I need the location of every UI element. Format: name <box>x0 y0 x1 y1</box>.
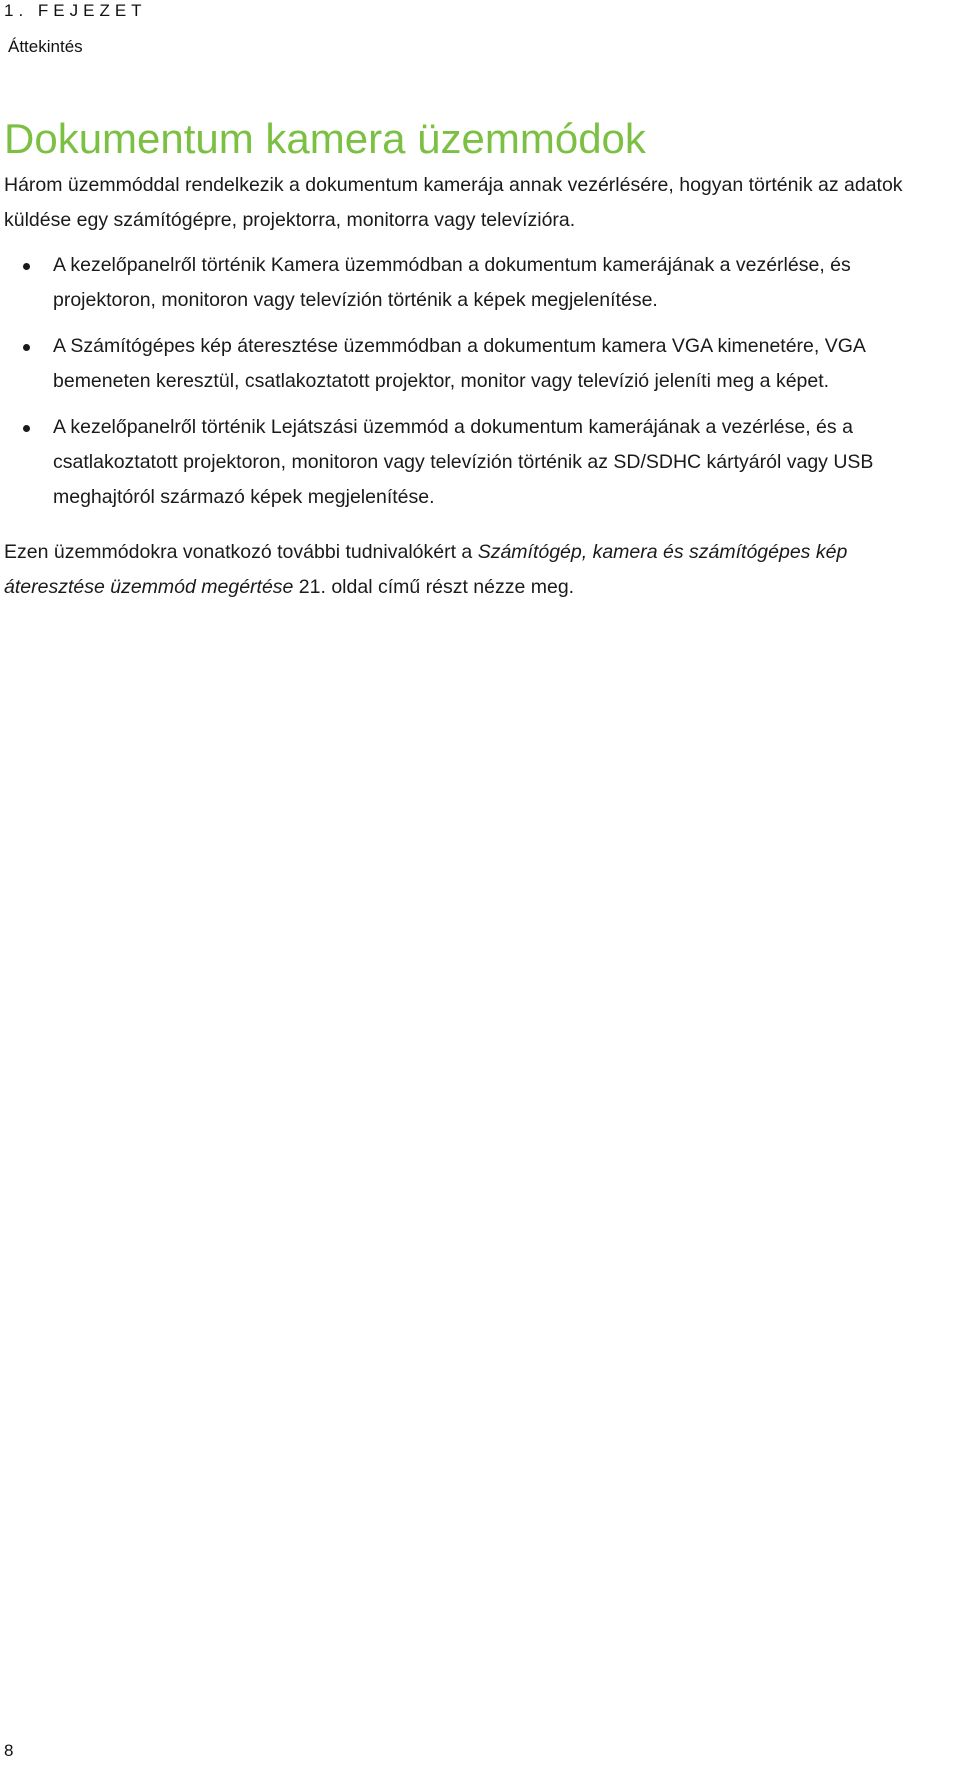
page-number: 8 <box>4 1741 14 1760</box>
mode-list <box>4 248 936 515</box>
section-label: Áttekintés <box>8 37 83 56</box>
chapter-label: 1. FEJEZET <box>4 1 147 20</box>
bullet-icon <box>23 344 30 351</box>
list-item-text: A kezelőpanelről történik Lejátszási üzemmód a dokumentum kamerájának a vezérlése, és a csatlakoztatott projektoron, monitoron vagy televízión történik az SD/SDHC kártyáról vagy USB meghajtóról származó képek megjelenítése. <box>53 416 874 508</box>
intro-paragraph: Három üzemmóddal rendelkezik a dokumentum kamerája annak vezérlésére, hogyan történik az adatok küldése egy számítógépre, projektorra, monitorra vagy televízióra. <box>4 174 903 231</box>
page-title: Dokumentum kamera üzemmódok <box>4 115 646 162</box>
bullet-icon <box>23 263 30 270</box>
outro-paragraph <box>4 535 936 605</box>
list-item-text: A Számítógépes kép áteresztése üzemmódban a dokumentum kamera VGA kimenetére, VGA bemeneten keresztül, csatlakoztatott projektor, monitor vagy televízió jeleníti meg a képet. <box>53 335 865 392</box>
outro-prefix: Ezen üzemmódokra vonatkozó további tudnivalókért a <box>4 541 478 563</box>
list-item <box>4 329 936 399</box>
list-item <box>4 410 936 515</box>
list-item <box>4 248 936 318</box>
main-content <box>4 168 936 605</box>
bullet-icon <box>23 425 30 432</box>
cross-reference-link[interactable]: Számítógép, kamera és számítógépes kép áteresztése üzemmód megértése <box>4 541 848 598</box>
list-item-text: A kezelőpanelről történik Kamera üzemmódban a dokumentum kamerájának a vezérlése, és projektoron, monitoron vagy televízión történik a képek megjelenítése. <box>53 254 851 311</box>
outro-suffix: 21. oldal című részt nézze meg. <box>293 576 575 598</box>
